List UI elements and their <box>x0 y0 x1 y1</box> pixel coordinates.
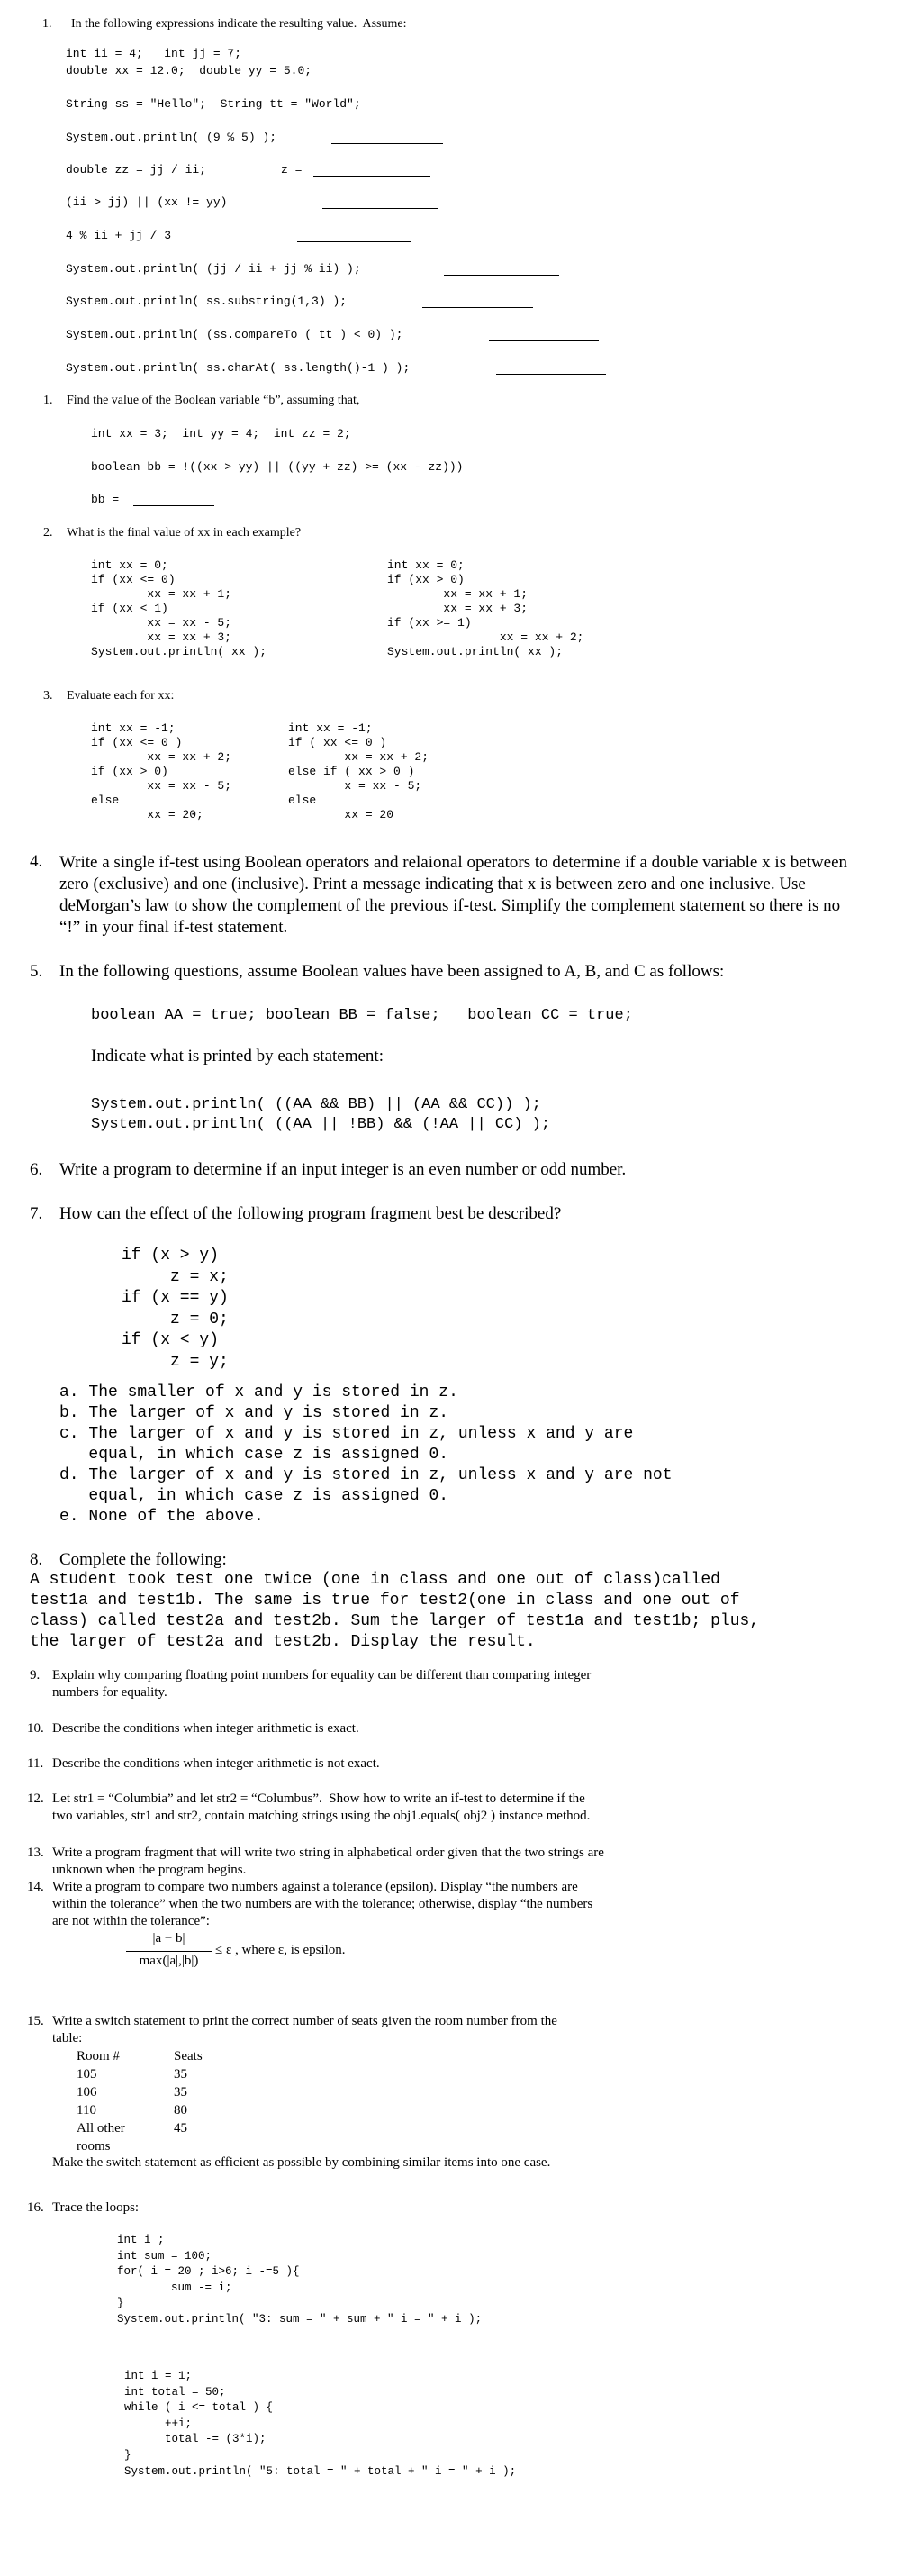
question-text: Write a program fragment that will write two string in alphabetical order given that the two strings are <box>52 1846 604 1860</box>
answer-blank[interactable] <box>331 143 443 144</box>
answer-blank[interactable] <box>297 241 411 242</box>
expression: double zz = jj / ii; <box>66 163 207 177</box>
question-text: Describe the conditions when integer arithmetic is exact. <box>52 1721 359 1736</box>
question-prompt: How can the effect of the following program fragment best be described? <box>59 1204 562 1223</box>
question-number: 11. <box>27 1756 44 1771</box>
expression: System.out.println( ss.substring(1,3) ); <box>66 295 348 308</box>
question-number: 13. <box>27 1846 44 1860</box>
code-line: String ss = "Hello"; String tt = "World"; <box>66 97 361 111</box>
table-cell-seats: 45 <box>174 2121 187 2136</box>
question-number: 14. <box>27 1880 44 1894</box>
table-cell-room: All other <box>77 2121 125 2136</box>
question-number: 10. <box>27 1721 44 1736</box>
code-block: if (x > y) z = x; if (x == y) z = 0; if (x < y) z = y; <box>122 1247 229 1371</box>
question-number: 6. <box>30 1160 43 1179</box>
question-text: table: <box>52 2031 83 2045</box>
question-text: Write a single if-test using Boolean operators and relaional operators to determine if a double variable x is between zero (exclusive) and one (inclusive). Print a message indicating that x is between zero and one inclusive. Use deMorgan’s law to show the complement of the previous if-test. Simplify the complement statement so there is no “!” in your final if-test statement. <box>59 853 848 937</box>
answer-blank[interactable] <box>422 307 533 308</box>
question-number: 5. <box>30 962 43 981</box>
question-text: unknown when the program begins. <box>52 1863 247 1877</box>
code-block: int i = 1; int total = 50; while ( i <= total ) { ++i; total -= (3*i); } System.out.println( "5: total = " + total + " i = " + i ); <box>124 2370 517 2478</box>
answer-blank[interactable] <box>322 208 438 209</box>
question-text: Describe the conditions when integer arithmetic is not exact. <box>52 1756 380 1771</box>
table-cell-room: rooms <box>77 2139 111 2154</box>
code-line: boolean AA = true; boolean BB = false; boolean CC = true; <box>91 1007 633 1024</box>
formula-tail: ≤ ε , where ε, is epsilon. <box>215 1943 346 1957</box>
question-prompt: In the following expressions indicate the resulting value. Assume: <box>71 17 407 31</box>
answer-blank[interactable] <box>496 374 606 375</box>
code-block-left: int xx = -1; if (xx <= 0 ) xx = xx + 2; if (xx > 0) xx = xx - 5; else xx = 20; <box>91 721 232 821</box>
code-line: int xx = 3; int yy = 4; int zz = 2; <box>91 427 351 440</box>
question-text: Write a switch statement to print the correct number of seats given the room number from the <box>52 2014 557 2028</box>
table-cell-seats: 35 <box>174 2067 187 2082</box>
expression: System.out.println( ss.charAt( ss.length()-1 ) ); <box>66 361 411 375</box>
answer-options[interactable]: a. The smaller of x and y is stored in z. b. The larger of x and y is stored in z. c. The larger of x and y is stored in z, unless x and y are equal, in which case z is assigned 0. d. The larger of x and y is stored in z, unless x and y are not equal, in which case z is assigned 0. e. None of the above. <box>59 1383 673 1526</box>
question-number: 7. <box>30 1204 43 1223</box>
code-block: System.out.println( ((AA && BB) || (AA && CC)) ); System.out.println( ((AA || !BB) && (!AA || CC) ); <box>91 1096 551 1133</box>
table-header-seats: Seats <box>174 2049 203 2064</box>
code-line: boolean bb = !((xx > yy) || ((yy + zz) >= (xx - zz))) <box>91 460 464 474</box>
expression: 4 % ii + jj / 3 <box>66 229 172 242</box>
sub-prompt: Indicate what is printed by each statement: <box>91 1047 384 1066</box>
table-cell-seats: 35 <box>174 2085 187 2100</box>
question-number: 2. <box>43 526 53 540</box>
question-number: 9. <box>30 1668 41 1683</box>
code-block: int i ; int sum = 100; for( i = 20 ; i>6; i -=5 ){ sum -= i; } System.out.println( "3: sum = " + sum + " i = " + i ); <box>117 2234 483 2326</box>
code-line: bb = <box>91 493 120 506</box>
answer-blank[interactable] <box>489 340 599 341</box>
question-prompt: In the following questions, assume Boolean values have been assigned to A, B, and C as follows: <box>59 962 725 981</box>
question-number: 15. <box>27 2014 44 2028</box>
question-text: Write a program to determine if an input integer is an even number or odd number. <box>59 1160 627 1179</box>
formula-denominator: max(|a|,|b|) <box>139 1954 199 1968</box>
question-prompt: What is the final value of xx in each example? <box>67 526 302 540</box>
table-cell-room: 105 <box>77 2067 97 2082</box>
answer-blank[interactable] <box>313 176 430 177</box>
question-prompt: Trace the loops: <box>52 2200 140 2215</box>
table-cell-room: 110 <box>77 2103 96 2118</box>
question-text: Explain why comparing floating point numbers for equality can be different than comparing integer <box>52 1668 592 1683</box>
code-line: double xx = 12.0; double yy = 5.0; <box>66 64 312 77</box>
question-prompt: Complete the following: <box>59 1550 227 1569</box>
answer-blank[interactable] <box>133 505 214 506</box>
question-text: Let str1 = “Columbia” and let str2 = “Columbus”. Show how to write an if-test to determine if the <box>52 1791 585 1806</box>
question-footer: Make the switch statement as efficient as possible by combining similar items into one case. <box>52 2155 551 2170</box>
expression: (ii > jj) || (xx != yy) <box>66 195 228 209</box>
question-number: 4. <box>30 852 43 871</box>
question-text: within the tolerance” when the two numbers are with the tolerance; otherwise, display “the numbers <box>52 1897 593 1911</box>
fraction-bar <box>126 1951 212 1952</box>
question-number: 12. <box>27 1791 44 1806</box>
question-number: 16. <box>27 2200 44 2215</box>
code-block-right: int xx = 0; if (xx > 0) xx = xx + 1; xx = xx + 3; if (xx >= 1) xx = xx + 2; System.out.println( xx ); <box>387 558 584 658</box>
table-cell-seats: 80 <box>174 2103 187 2118</box>
question-prompt: Evaluate each for xx: <box>67 689 175 703</box>
expression-label: z = <box>281 163 303 177</box>
code-line: int ii = 4; int jj = 7; <box>66 47 242 60</box>
question-text: Write a program to compare two numbers against a tolerance (epsilon). Display “the numbers are <box>52 1880 578 1894</box>
table-header-room: Room # <box>77 2049 120 2064</box>
question-text: numbers for equality. <box>52 1685 167 1700</box>
problem-text: A student took test one twice (one in class and one out of class)called test1a and test1b. The same is true for test2(one in class and one out of class) called test2a and test2b. Sum the larger of test1a and test1b; plus, the larger of test2a and test2b. Display the result. <box>30 1571 760 1651</box>
question-number: 1. <box>42 17 52 31</box>
answer-blank[interactable] <box>444 275 559 276</box>
table-cell-room: 106 <box>77 2085 97 2100</box>
question-prompt: Find the value of the Boolean variable “b”, assuming that, <box>67 394 360 407</box>
formula-numerator: |a − b| <box>152 1931 185 1946</box>
question-number: 1. <box>43 394 53 407</box>
expression: System.out.println( (9 % 5) ); <box>66 131 277 144</box>
code-block-left: int xx = 0; if (xx <= 0) xx = xx + 1; if (xx < 1) xx = xx - 5; xx = xx + 3; System.out.println( xx ); <box>91 558 267 658</box>
question-number: 3. <box>43 689 53 703</box>
expression: System.out.println( (ss.compareTo ( tt ) < 0) ); <box>66 328 403 341</box>
question-text: are not within the tolerance”: <box>52 1914 210 1928</box>
question-text: two variables, str1 and str2, contain matching strings using the obj1.equals( obj2 ) instance method. <box>52 1809 591 1823</box>
code-block-right: int xx = -1; if ( xx <= 0 ) xx = xx + 2; else if ( xx > 0 ) x = xx - 5; else xx = 20 <box>288 721 429 821</box>
expression: System.out.println( (jj / ii + jj % ii) ); <box>66 262 361 276</box>
question-number: 8. <box>30 1550 43 1569</box>
